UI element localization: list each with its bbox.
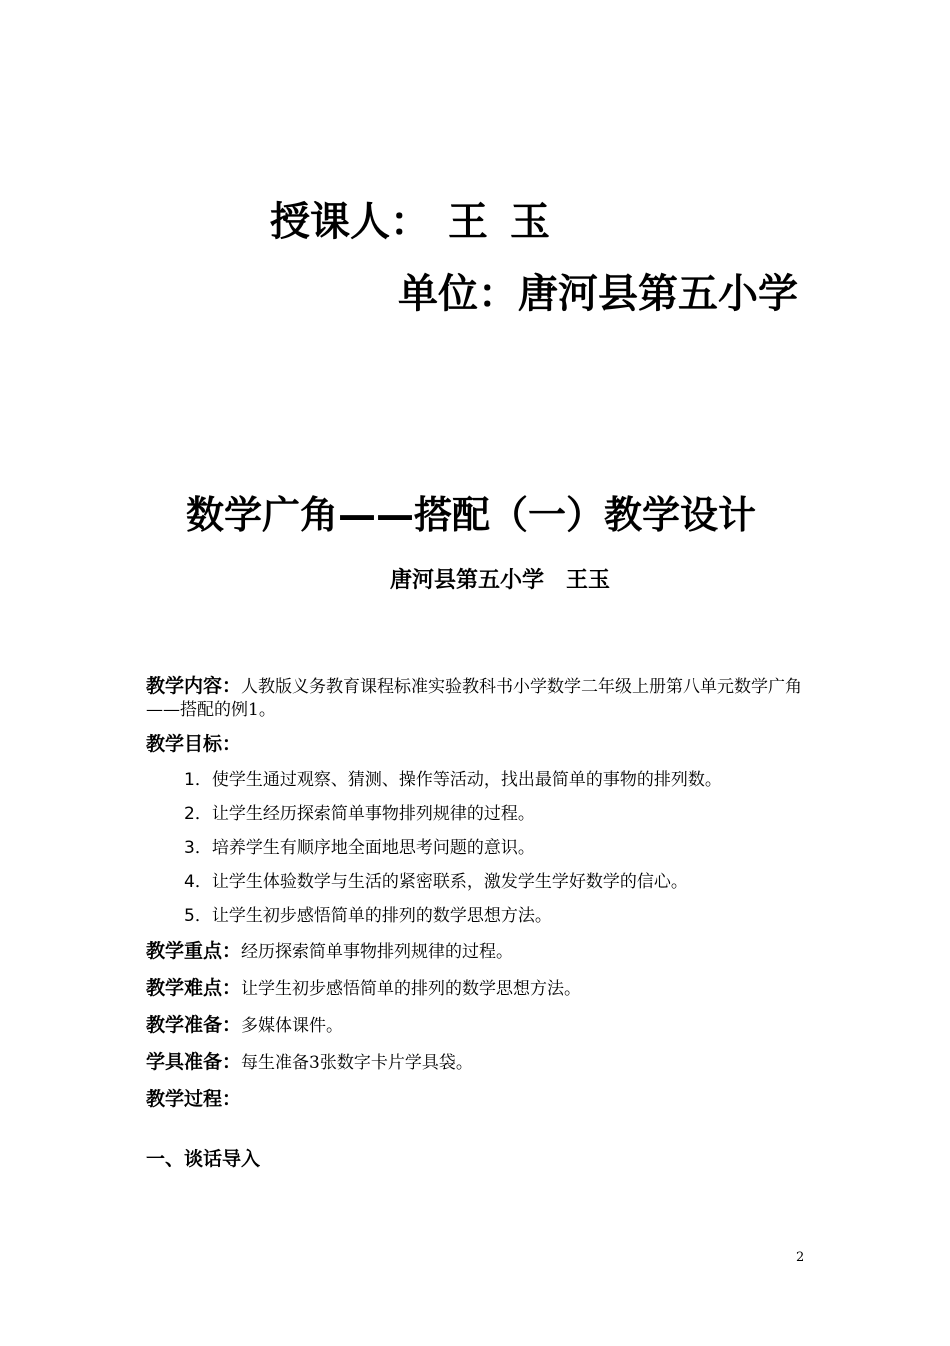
key-point-line [146,939,810,965]
teaching-content-label: 教学内容： [146,675,242,697]
objective-number: 2． [184,804,212,824]
key-point-text: 经历探索简单事物排列规律的过程。 [241,942,514,962]
document-title: 数学广角——搭配（一）教学设计 [186,493,757,537]
process-line [146,1087,810,1113]
objective-number: 5． [184,906,212,926]
student-materials-label: 学具准备： [146,1051,242,1073]
section-heading-one: 一、谈话导入 [146,1148,261,1170]
objective-item [146,836,810,860]
process-label: 教学过程： [146,1088,242,1110]
difficult-point-line [146,976,810,1002]
student-materials-text: 每生准备3张数字卡片学具袋。 [241,1053,473,1073]
preparation-text: 多媒体课件。 [241,1016,344,1036]
objective-item [146,768,810,792]
key-point-label: 教学重点： [146,940,242,962]
objective-text: 使学生通过观察、猜测、操作等活动，找出最简单的事物的排列数。 [211,770,722,790]
unit-line: 单位：唐河县第五小学 [398,271,798,317]
lecturer-label: 授课人： [270,199,430,245]
objective-text: 让学生初步感悟简单的排列的数学思想方法。 [211,906,552,926]
objective-item [146,802,810,826]
student-materials-line [146,1050,810,1076]
objective-text: 让学生体验数学与生活的紧密联系，激发学生学好数学的信心。 [211,872,688,892]
objective-text: 培养学生有顺序地全面地思考问题的意识。 [211,838,535,858]
teaching-objectives-label: 教学目标： [146,733,242,755]
document-body [146,675,810,1172]
page-number: 2 [796,1250,805,1265]
objective-number: 1． [184,770,212,790]
preparation-label: 教学准备： [146,1014,242,1036]
objective-item [146,904,810,928]
subtitle-name: 王玉 [566,568,611,593]
objective-text: 让学生经历探索简单事物排列规律的过程。 [211,804,535,824]
preparation-line [146,1013,810,1039]
document-subtitle [0,566,950,596]
difficult-point-text: 让学生初步感悟简单的排列的数学思想方法。 [241,979,582,999]
objective-number: 4． [184,872,212,892]
teaching-content-text: 人教版义务教育课程标准实验教科书小学数学二年级上册第八单元数学广角——搭配的例1。 [146,677,803,720]
objective-number: 3． [184,838,212,858]
teaching-objectives-heading [146,732,810,758]
lecturer-line [270,196,572,248]
lecturer-name: 王玉 [448,199,572,245]
teaching-content-paragraph [146,675,810,722]
subtitle-school: 唐河县第五小学 [389,568,544,593]
difficult-point-label: 教学难点： [146,977,242,999]
objective-item [146,870,810,894]
